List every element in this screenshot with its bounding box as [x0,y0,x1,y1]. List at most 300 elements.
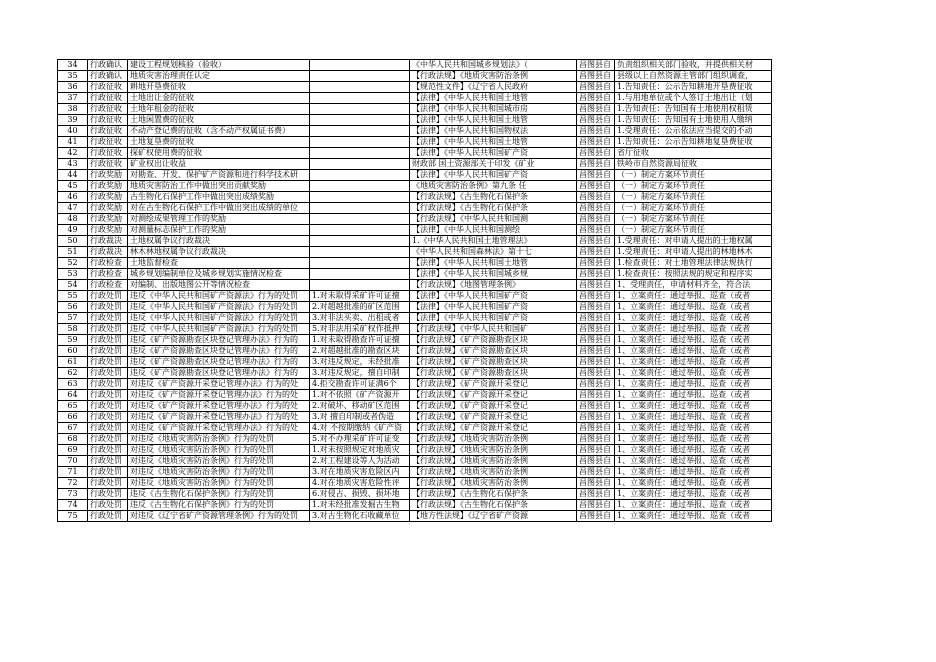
cell-item-name[interactable]: 对违反《辽宁省矿产资源管理条例》行为的处罚 [128,511,310,522]
cell-row-number[interactable]: 61 [58,357,88,368]
cell-category[interactable]: 行政奖励 [88,203,128,214]
cell-department[interactable]: 昌图县自 [577,258,615,269]
cell-item-name[interactable]: 土地闲置费的征收 [128,115,310,126]
cell-row-number[interactable]: 73 [58,489,88,500]
cell-sub-item[interactable] [310,60,410,71]
cell-department[interactable]: 昌图县自 [577,313,615,324]
cell-responsibility[interactable]: （一）制定方案环节责任 [615,170,772,181]
cell-legal-basis[interactable]: 【行政法规】《中华人民共和国矿 [410,324,577,335]
cell-department[interactable]: 昌图县自 [577,401,615,412]
cell-legal-basis[interactable]: 【行政法规】《矿产资源勘查区块 [410,368,577,379]
cell-item-name[interactable]: 探矿权使用费的征收 [128,148,310,159]
cell-category[interactable]: 行政处罚 [88,368,128,379]
cell-sub-item[interactable] [310,247,410,258]
cell-legal-basis[interactable]: 【法律】《中华人民共和国矿产资 [410,313,577,324]
cell-row-number[interactable]: 59 [58,335,88,346]
cell-sub-item[interactable]: 5.对不办理采矿许可证变 [310,434,410,445]
cell-row-number[interactable]: 56 [58,302,88,313]
cell-sub-item[interactable] [310,82,410,93]
cell-legal-basis[interactable]: 【法律】《中华人民共和国土地管 [410,258,577,269]
cell-sub-item[interactable]: 5.对非法用采矿权作抵押 [310,324,410,335]
cell-legal-basis[interactable]: 【行政法规】《中华人民共和国测 [410,214,577,225]
cell-item-name[interactable]: 对违反《矿产资源开采登记管理办法》行为的处 [128,379,310,390]
cell-legal-basis[interactable]: 【行政法规】《古生物化石保护条 [410,192,577,203]
cell-responsibility[interactable]: （一）制定方案环节责任 [615,181,772,192]
cell-row-number[interactable]: 62 [58,368,88,379]
cell-responsibility[interactable]: 1、立案责任：通过举报、巡查（或者 [615,291,772,302]
cell-item-name[interactable]: 对测量标志保护工作的奖励 [128,225,310,236]
cell-legal-basis[interactable]: 【法律】《中华人民共和国土地管 [410,93,577,104]
cell-category[interactable]: 行政处罚 [88,379,128,390]
cell-category[interactable]: 行政处罚 [88,489,128,500]
cell-row-number[interactable]: 34 [58,60,88,71]
cell-responsibility[interactable]: 1、立案责任：通过举报、巡查（或者 [615,445,772,456]
cell-sub-item[interactable]: 3.对违反规定，未经批准 [310,357,410,368]
cell-item-name[interactable]: 对违反《矿产资源开采登记管理办法》行为的处 [128,423,310,434]
cell-sub-item[interactable]: 3.对在地质灾害危险区内 [310,467,410,478]
cell-row-number[interactable]: 49 [58,225,88,236]
cell-item-name[interactable]: 不动产登记费的征收（含不动产权属证书费） [128,126,310,137]
cell-category[interactable]: 行政裁决 [88,247,128,258]
cell-legal-basis[interactable]: 【行政法规】《古生物化石保护条 [410,500,577,511]
cell-category[interactable]: 行政奖励 [88,192,128,203]
cell-category[interactable]: 行政奖励 [88,225,128,236]
cell-legal-basis[interactable]: 【行政法规】《矿产资源勘查区块 [410,335,577,346]
cell-responsibility[interactable]: 1、立案责任：通过举报、巡查（或者 [615,302,772,313]
cell-row-number[interactable]: 55 [58,291,88,302]
cell-sub-item[interactable] [310,225,410,236]
cell-category[interactable]: 行政处罚 [88,423,128,434]
cell-item-name[interactable]: 违反《中华人民共和国矿产资源法》行为的处罚 [128,302,310,313]
cell-item-name[interactable]: 对在古生物化石保护工作中做出突出成绩的单位 [128,203,310,214]
cell-item-name[interactable]: 对违反《地质灾害防治条例》行为的处罚 [128,434,310,445]
cell-sub-item[interactable] [310,115,410,126]
cell-category[interactable]: 行政处罚 [88,357,128,368]
cell-category[interactable]: 行政处罚 [88,401,128,412]
cell-row-number[interactable]: 44 [58,170,88,181]
cell-sub-item[interactable] [310,269,410,280]
cell-responsibility[interactable]: 1、立案责任：通过举报、巡查（或者 [615,346,772,357]
cell-responsibility[interactable]: 1.告知责任：告知国有土地使用权租赁 [615,104,772,115]
cell-item-name[interactable]: 古生物化石保护工作中做出突出成绩奖励 [128,192,310,203]
cell-item-name[interactable]: 对编制、出版地图公开等情况检查 [128,280,310,291]
cell-department[interactable]: 昌图县自 [577,280,615,291]
cell-legal-basis[interactable]: 【地方性法规】《辽宁省矿产资源 [410,511,577,522]
cell-row-number[interactable]: 58 [58,324,88,335]
cell-category[interactable]: 行政处罚 [88,511,128,522]
cell-item-name[interactable]: 违反《矿产资源勘查区块登记管理办法》行为的 [128,357,310,368]
cell-department[interactable]: 昌图县自 [577,489,615,500]
cell-item-name[interactable]: 违反《矿产资源勘查区块登记管理办法》行为的 [128,368,310,379]
cell-category[interactable]: 行政处罚 [88,500,128,511]
cell-item-name[interactable]: 违反《古生物化石保护条例》行为的处罚 [128,500,310,511]
cell-responsibility[interactable]: 1.与用地单位或个人签订土地出让（划 [615,93,772,104]
cell-legal-basis[interactable]: 【法律】《中华人民共和国土地管 [410,137,577,148]
cell-sub-item[interactable]: 2.对工程建设等人为活动 [310,456,410,467]
cell-category[interactable]: 行政处罚 [88,291,128,302]
cell-sub-item[interactable]: 2.对破坏、移动矿区范围 [310,401,410,412]
cell-sub-item[interactable] [310,126,410,137]
cell-legal-basis[interactable]: 《中华人民共和国森林法》第十七 [410,247,577,258]
cell-sub-item[interactable]: 4.对 不按期缴纳《矿产资 [310,423,410,434]
cell-category[interactable]: 行政处罚 [88,324,128,335]
cell-responsibility[interactable]: 1、立案责任：通过举报、巡查（或者 [615,500,772,511]
cell-responsibility[interactable]: 1.告知责任：公示告知耕地开垦费征收 [615,82,772,93]
cell-legal-basis[interactable]: 1.《中华人民共和国土地管理法》 [410,236,577,247]
cell-responsibility[interactable]: 1、立案责任：通过举报、巡查（或者 [615,478,772,489]
cell-item-name[interactable]: 违反《古生物化石保护条例》行为的处罚 [128,489,310,500]
cell-responsibility[interactable]: 1.受理责任：对申请人提出的土地权属 [615,236,772,247]
cell-department[interactable]: 昌图县自 [577,379,615,390]
cell-department[interactable]: 昌图县自 [577,346,615,357]
cell-item-name[interactable]: 土地权属争议行政裁决 [128,236,310,247]
cell-department[interactable]: 昌图县自 [577,159,615,170]
cell-department[interactable]: 昌图县自 [577,467,615,478]
cell-department[interactable]: 昌图县自 [577,456,615,467]
cell-department[interactable]: 昌图县自 [577,214,615,225]
cell-row-number[interactable]: 75 [58,511,88,522]
cell-sub-item[interactable]: 3.对非法买卖、出租或者 [310,313,410,324]
cell-row-number[interactable]: 52 [58,258,88,269]
cell-sub-item[interactable] [310,137,410,148]
cell-department[interactable]: 昌图县自 [577,247,615,258]
cell-category[interactable]: 行政征收 [88,104,128,115]
cell-responsibility[interactable]: 1、立案责任：通过举报、巡查（或者 [615,379,772,390]
cell-row-number[interactable]: 50 [58,236,88,247]
cell-department[interactable]: 昌图县自 [577,82,615,93]
cell-responsibility[interactable]: 1、立案责任：通过举报、巡查（或者 [615,390,772,401]
cell-responsibility[interactable]: （一）制定方案环节责任 [615,214,772,225]
cell-category[interactable]: 行政处罚 [88,467,128,478]
cell-row-number[interactable]: 51 [58,247,88,258]
cell-department[interactable]: 昌图县自 [577,60,615,71]
cell-category[interactable]: 行政处罚 [88,445,128,456]
cell-row-number[interactable]: 45 [58,181,88,192]
table-row [58,467,772,478]
cell-department[interactable]: 昌图县自 [577,500,615,511]
cell-item-name[interactable]: 土地出让金的征收 [128,93,310,104]
cell-department[interactable]: 昌图县自 [577,225,615,236]
cell-item-name[interactable]: 对违反《地质灾害防治条例》行为的处罚 [128,478,310,489]
cell-row-number[interactable]: 53 [58,269,88,280]
cell-category[interactable]: 行政处罚 [88,478,128,489]
cell-item-name[interactable]: 对测绘成果管理工作的奖励 [128,214,310,225]
cell-category[interactable]: 行政奖励 [88,170,128,181]
cell-row-number[interactable]: 67 [58,423,88,434]
cell-responsibility[interactable]: 1、立案责任：通过举报、巡查（或者 [615,324,772,335]
cell-item-name[interactable]: 对违反《地质灾害防治条例》行为的处罚 [128,445,310,456]
cell-category[interactable]: 行政处罚 [88,313,128,324]
cell-item-name[interactable]: 违反《中华人民共和国矿产资源法》行为的处罚 [128,324,310,335]
cell-category[interactable]: 行政检查 [88,269,128,280]
table-row [58,313,772,324]
cell-department[interactable]: 昌图县自 [577,357,615,368]
cell-row-number[interactable]: 47 [58,203,88,214]
cell-row-number[interactable]: 48 [58,214,88,225]
cell-row-number[interactable]: 72 [58,478,88,489]
cell-legal-basis[interactable]: 【法律】《中华人民共和国测绘 [410,225,577,236]
cell-row-number[interactable]: 57 [58,313,88,324]
cell-item-name[interactable]: 对违反《地质灾害防治条例》行为的处罚 [128,467,310,478]
cell-category[interactable]: 行政处罚 [88,434,128,445]
cell-sub-item[interactable]: 1.对未按照规定对地质灾 [310,445,410,456]
cell-responsibility[interactable]: （一）制定方案环节责任 [615,225,772,236]
cell-department[interactable]: 昌图县自 [577,511,615,522]
cell-category[interactable]: 行政征收 [88,126,128,137]
cell-responsibility[interactable]: 1、立案责任：通过举报、巡查（或者 [615,335,772,346]
cell-sub-item[interactable]: 1.对未取得勘查许可证擅 [310,335,410,346]
cell-sub-item[interactable] [310,203,410,214]
cell-item-name[interactable]: 林木林地权属争议行政裁决 [128,247,310,258]
cell-department[interactable]: 昌图县自 [577,434,615,445]
cell-sub-item[interactable] [310,93,410,104]
cell-sub-item[interactable] [310,71,410,82]
cell-legal-basis[interactable]: 【法律】《中华人民共和国城市房 [410,104,577,115]
cell-department[interactable]: 昌图县自 [577,192,615,203]
cell-department[interactable]: 昌图县自 [577,291,615,302]
cell-department[interactable]: 昌图县自 [577,269,615,280]
cell-row-number[interactable]: 42 [58,148,88,159]
cell-category[interactable]: 行政处罚 [88,335,128,346]
cell-responsibility[interactable]: 1、立案责任：通过举报、巡查（或者 [615,511,772,522]
cell-category[interactable]: 行政确认 [88,60,128,71]
cell-sub-item[interactable] [310,258,410,269]
cell-category[interactable]: 行政征收 [88,148,128,159]
cell-category[interactable]: 行政处罚 [88,390,128,401]
cell-responsibility[interactable]: 负责组织相关部门验收，并提供相关材 [615,60,772,71]
cell-category[interactable]: 行政奖励 [88,214,128,225]
cell-item-name[interactable]: 违反《矿产资源勘查区块登记管理办法》行为的 [128,335,310,346]
table-row [58,368,772,379]
cell-department[interactable]: 昌图县自 [577,478,615,489]
cell-row-number[interactable]: 60 [58,346,88,357]
cell-responsibility[interactable]: 1.告知责任：公示告知耕地复垦费征收 [615,137,772,148]
cell-item-name[interactable]: 地质灾害防治工作中做出突出贡献奖励 [128,181,310,192]
cell-responsibility[interactable]: 1、立案责任：通过举报、巡查（或者 [615,456,772,467]
cell-department[interactable]: 昌图县自 [577,170,615,181]
cell-item-name[interactable]: 对勘查、开发、保护矿产资源和进行科学技术研 [128,170,310,181]
cell-row-number[interactable]: 64 [58,390,88,401]
cell-legal-basis[interactable]: 【法律】《中华人民共和国矿产资 [410,291,577,302]
cell-department[interactable]: 昌图县自 [577,104,615,115]
cell-row-number[interactable]: 69 [58,445,88,456]
cell-category[interactable]: 行政奖励 [88,181,128,192]
cell-legal-basis[interactable]: 【行政法规】《古生物化石保护条 [410,489,577,500]
cell-responsibility[interactable]: 1.告知责任：告知国有土地使用人缴纳 [615,115,772,126]
cell-responsibility[interactable]: 1、立案责任：通过举报、巡查（或者 [615,467,772,478]
cell-department[interactable]: 昌图县自 [577,203,615,214]
cell-responsibility[interactable]: 1、立案责任：通过举报、巡查（或者 [615,313,772,324]
cell-legal-basis[interactable]: 《地质灾害防治条例》第九条 任 [410,181,577,192]
cell-row-number[interactable]: 40 [58,126,88,137]
table-row [58,500,772,511]
cell-sub-item[interactable] [310,214,410,225]
cell-row-number[interactable]: 71 [58,467,88,478]
cell-responsibility[interactable]: 1.受理责任：公示依法应当提交的不动 [615,126,772,137]
cell-item-name[interactable]: 土地年租金的征收 [128,104,310,115]
cell-department[interactable]: 昌图县自 [577,181,615,192]
cell-legal-basis[interactable]: 【法律】《中华人民共和国土地管 [410,115,577,126]
cell-item-name[interactable]: 地质灾害治理责任认定 [128,71,310,82]
cell-sub-item[interactable] [310,159,410,170]
cell-legal-basis[interactable]: 【行政法规】《矿产资源开采登记 [410,379,577,390]
cell-legal-basis[interactable]: 《中华人民共和国城乡规划法》（ [410,60,577,71]
cell-department[interactable]: 昌图县自 [577,236,615,247]
cell-sub-item[interactable] [310,280,410,291]
cell-legal-basis[interactable]: 【行政法规】《地质灾害防治条例 [410,478,577,489]
cell-row-number[interactable]: 65 [58,401,88,412]
cell-legal-basis[interactable]: 【行政法规】《矿产资源勘查区块 [410,357,577,368]
cell-row-number[interactable]: 35 [58,71,88,82]
cell-row-number[interactable]: 36 [58,82,88,93]
cell-department[interactable]: 昌图县自 [577,368,615,379]
cell-category[interactable]: 行政征收 [88,159,128,170]
cell-item-name[interactable]: 耕地开垦费征收 [128,82,310,93]
cell-legal-basis[interactable]: 【行政法规】《矿产资源开采登记 [410,412,577,423]
cell-department[interactable]: 昌图县自 [577,115,615,126]
cell-category[interactable]: 行政确认 [88,71,128,82]
cell-row-number[interactable]: 54 [58,280,88,291]
cell-sub-item[interactable] [310,181,410,192]
cell-responsibility[interactable]: 1、立案责任：通过举报、巡查（或者 [615,423,772,434]
cell-legal-basis[interactable]: 【行政法规】《地图管理条例》 [410,280,577,291]
cell-sub-item[interactable]: 1.对未经批准发掘古生物 [310,500,410,511]
cell-sub-item[interactable]: 1.对未取得采矿许可证擅 [310,291,410,302]
cell-category[interactable]: 行政检查 [88,258,128,269]
cell-legal-basis[interactable]: 【行政法规】《地质灾害防治条例 [410,71,577,82]
cell-responsibility[interactable]: 1、受理责任，申请材料齐全，符合法 [615,280,772,291]
cell-sub-item[interactable] [310,236,410,247]
cell-responsibility[interactable]: 1.检查责任：按照法规的规定和程序实 [615,269,772,280]
cell-sub-item[interactable]: 6.对侵占、损毁、损坏地 [310,489,410,500]
cell-legal-basis[interactable]: 【法律】《中华人民共和国矿产资 [410,302,577,313]
cell-responsibility[interactable]: 1、立案责任：通过举报、巡查（或者 [615,412,772,423]
cell-responsibility[interactable]: 1、立案责任：通过举报、巡查（或者 [615,357,772,368]
cell-item-name[interactable]: 对违反《地质灾害防治条例》行为的处罚 [128,456,310,467]
cell-item-name[interactable]: 违反《中华人民共和国矿产资源法》行为的处罚 [128,313,310,324]
cell-item-name[interactable]: 对违反《矿产资源开采登记管理办法》行为的处 [128,390,310,401]
cell-category[interactable]: 行政征收 [88,115,128,126]
cell-sub-item[interactable]: 4.对在地质灾害危险性评 [310,478,410,489]
cell-row-number[interactable]: 70 [58,456,88,467]
cell-legal-basis[interactable]: 【行政法规】《地质灾害防治条例 [410,456,577,467]
cell-responsibility[interactable]: 省厅征收 [615,148,772,159]
cell-department[interactable]: 昌图县自 [577,302,615,313]
cell-responsibility[interactable]: （一）制定方案环节责任 [615,203,772,214]
cell-sub-item[interactable]: 2.对超越批准的勘查区块 [310,346,410,357]
cell-category[interactable]: 行政裁决 [88,236,128,247]
cell-department[interactable]: 昌图县自 [577,445,615,456]
cell-row-number[interactable]: 39 [58,115,88,126]
cell-department[interactable]: 昌图县自 [577,390,615,401]
cell-legal-basis[interactable]: 【规范性文件】《辽宁省人民政府 [410,82,577,93]
cell-legal-basis[interactable]: 【法律】《中华人民共和国物权法 [410,126,577,137]
cell-department[interactable]: 昌图县自 [577,126,615,137]
cell-responsibility[interactable]: 1.检查责任：对土地管理法律法规执行 [615,258,772,269]
cell-category[interactable]: 行政处罚 [88,456,128,467]
cell-sub-item[interactable]: 4.拒交勘查许可证满6个 [310,379,410,390]
cell-sub-item[interactable] [310,148,410,159]
cell-legal-basis[interactable]: 【行政法规】《地质灾害防治条例 [410,445,577,456]
cell-legal-basis[interactable]: 【行政法规】《矿产资源开采登记 [410,423,577,434]
table-row [58,280,772,291]
cell-sub-item[interactable] [310,170,410,181]
cell-department[interactable]: 昌图县自 [577,71,615,82]
cell-sub-item[interactable]: 1.对不依照《矿产资源开 [310,390,410,401]
cell-responsibility[interactable]: 县级以上自然资源主管部门组织调查， [615,71,772,82]
cell-item-name[interactable]: 违反《矿产资源勘查区块登记管理办法》行为的 [128,346,310,357]
cell-row-number[interactable]: 37 [58,93,88,104]
cell-item-name[interactable]: 土地监督检查 [128,258,310,269]
cell-sub-item[interactable]: 3.对古生物化石收藏单位 [310,511,410,522]
cell-item-name[interactable]: 城乡规划编制单位及城乡规划实施情况检查 [128,269,310,280]
cell-sub-item[interactable] [310,192,410,203]
cell-sub-item[interactable] [310,104,410,115]
cell-row-number[interactable]: 68 [58,434,88,445]
cell-item-name[interactable]: 对违反《矿产资源开采登记管理办法》行为的处 [128,401,310,412]
cell-row-number[interactable]: 38 [58,104,88,115]
cell-legal-basis[interactable]: 【法律】《中华人民共和国矿产资 [410,170,577,181]
cell-category[interactable]: 行政征收 [88,137,128,148]
cell-department[interactable]: 昌图县自 [577,335,615,346]
cell-sub-item[interactable]: 3.对 擅自印制或者伪造 [310,412,410,423]
cell-category[interactable]: 行政检查 [88,280,128,291]
cell-legal-basis[interactable]: 【行政法规】《矿产资源勘查区块 [410,346,577,357]
cell-category[interactable]: 行政征收 [88,93,128,104]
cell-item-name[interactable]: 违反《中华人民共和国矿产资源法》行为的处罚 [128,291,310,302]
cell-row-number[interactable]: 43 [58,159,88,170]
cell-sub-item[interactable]: 2.对超越批准的矿区范围 [310,302,410,313]
cell-row-number[interactable]: 41 [58,137,88,148]
cell-legal-basis[interactable]: 【行政法规】《地质灾害防治条例 [410,467,577,478]
cell-department[interactable]: 昌图县自 [577,423,615,434]
cell-responsibility[interactable]: 1.受理责任：对申请人提出的林地林木 [615,247,772,258]
cell-responsibility[interactable]: 铁岭市自然资源局征收 [615,159,772,170]
cell-category[interactable]: 行政征收 [88,82,128,93]
cell-legal-basis[interactable]: 财政部 国土资源部关于印发《矿业 [410,159,577,170]
cell-legal-basis[interactable]: 【行政法规】《地质灾害防治条例 [410,434,577,445]
cell-row-number[interactable]: 46 [58,192,88,203]
cell-item-name[interactable]: 建设工程规划核验（验收） [128,60,310,71]
cell-item-name[interactable]: 土地复垦费的征收 [128,137,310,148]
table-row [58,60,772,71]
cell-category[interactable]: 行政处罚 [88,412,128,423]
cell-sub-item[interactable]: 3.对违反规定，擅自印制 [310,368,410,379]
cell-category[interactable]: 行政处罚 [88,346,128,357]
cell-department[interactable]: 昌图县自 [577,93,615,104]
cell-responsibility[interactable]: 1、立案责任：通过举报、巡查（或者 [615,368,772,379]
cell-legal-basis[interactable]: 【法律】《中华人民共和国矿产资 [410,148,577,159]
cell-row-number[interactable]: 66 [58,412,88,423]
cell-responsibility[interactable]: 1、立案责任：通过举报、巡查（或者 [615,401,772,412]
cell-department[interactable]: 昌图县自 [577,324,615,335]
cell-department[interactable]: 昌图县自 [577,137,615,148]
cell-responsibility[interactable]: 1、立案责任：通过举报、巡查（或者 [615,489,772,500]
cell-department[interactable]: 昌图县自 [577,148,615,159]
cell-row-number[interactable]: 63 [58,379,88,390]
cell-row-number[interactable]: 74 [58,500,88,511]
cell-legal-basis[interactable]: 【行政法规】《古生物化石保护条 [410,203,577,214]
cell-legal-basis[interactable]: 【行政法规】《矿产资源开采登记 [410,390,577,401]
cell-responsibility[interactable]: （一）制定方案环节责任 [615,192,772,203]
cell-item-name[interactable]: 对违反《矿产资源开采登记管理办法》行为的处 [128,412,310,423]
cell-responsibility[interactable]: 1、立案责任：通过举报、巡查（或者 [615,434,772,445]
cell-category[interactable]: 行政处罚 [88,302,128,313]
cell-item-name[interactable]: 矿业权出让收益 [128,159,310,170]
cell-department[interactable]: 昌图县自 [577,412,615,423]
cell-legal-basis[interactable]: 【行政法规】《矿产资源开采登记 [410,401,577,412]
cell-legal-basis[interactable]: 【法律】《中华人民共和国城乡规 [410,269,577,280]
